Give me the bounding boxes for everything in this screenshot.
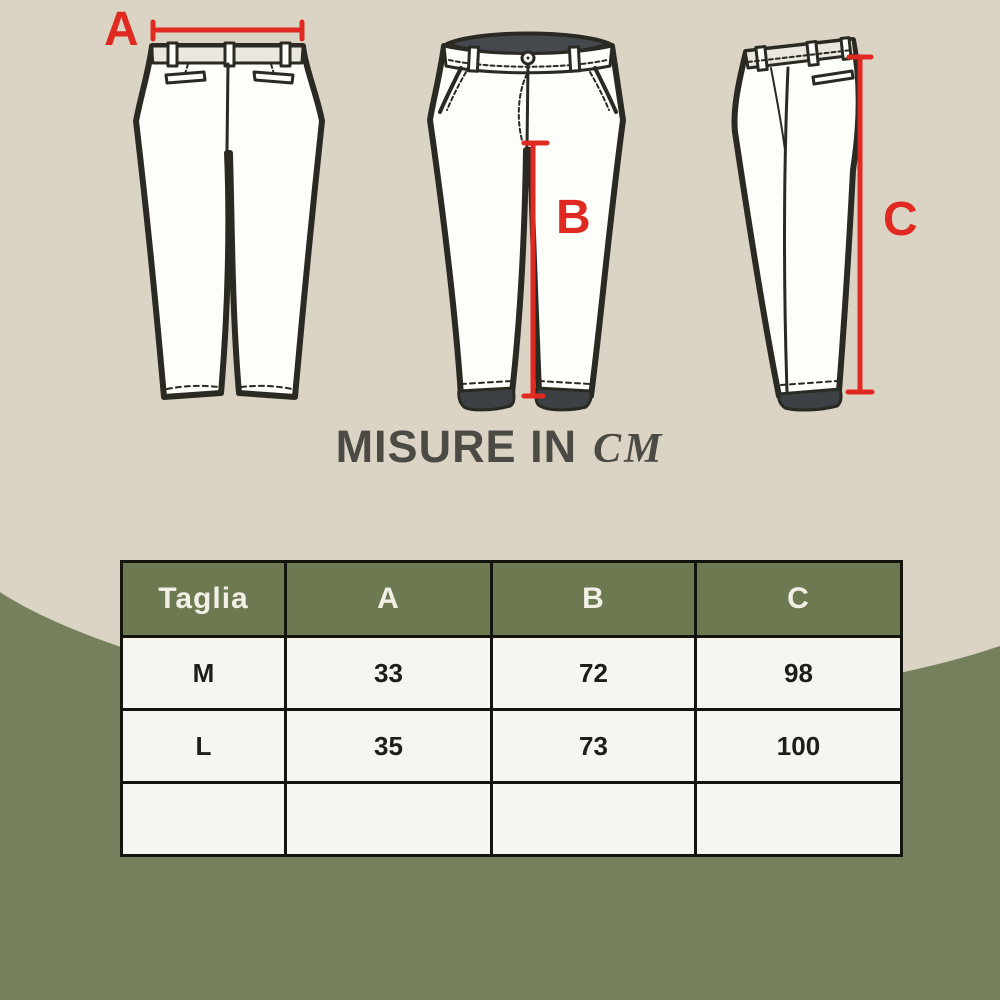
measure-label-a: A [104, 3, 139, 56]
belt-loop [281, 43, 290, 66]
table-cell-size: L [122, 710, 286, 783]
table-row-empty [122, 783, 902, 856]
table-cell-size: M [122, 637, 286, 710]
page-title [0, 421, 1000, 473]
table-header-a: A [286, 562, 492, 637]
belt-loop [168, 43, 177, 66]
belt-loop [569, 47, 579, 71]
table-cell-value [286, 783, 492, 856]
table-cell-value [696, 783, 902, 856]
table-header-c: C [696, 562, 902, 637]
table-cell-value: 73 [492, 710, 696, 783]
cuff-shadow [779, 389, 841, 410]
cuff-shadow [536, 388, 591, 410]
title-unit-text: CM [593, 426, 665, 472]
center-back-seam [227, 64, 228, 150]
size-table [120, 560, 903, 857]
table-cell-value: 33 [286, 637, 492, 710]
table-row-l [122, 710, 902, 783]
belt-loop [468, 47, 478, 71]
table-row-m [122, 637, 902, 710]
title-main-text: MISURE IN [335, 421, 578, 472]
belt-loop [756, 47, 767, 71]
measure-label-b: B [556, 191, 591, 244]
table-cell-value: 72 [492, 637, 696, 710]
belt-loop [807, 42, 818, 66]
cuff-shadow [459, 388, 514, 410]
table-cell-value [492, 783, 696, 856]
table-cell-value: 100 [696, 710, 902, 783]
table-cell-value: 35 [286, 710, 492, 783]
measure-label-c: C [883, 193, 918, 246]
table-header-b: B [492, 562, 696, 637]
table-header-taglia: Taglia [122, 562, 286, 637]
table-cell-value: 98 [696, 637, 902, 710]
table-header-row [122, 562, 902, 637]
fly-seam [527, 66, 528, 148]
belt-loop [225, 43, 234, 66]
table-cell-size [122, 783, 286, 856]
